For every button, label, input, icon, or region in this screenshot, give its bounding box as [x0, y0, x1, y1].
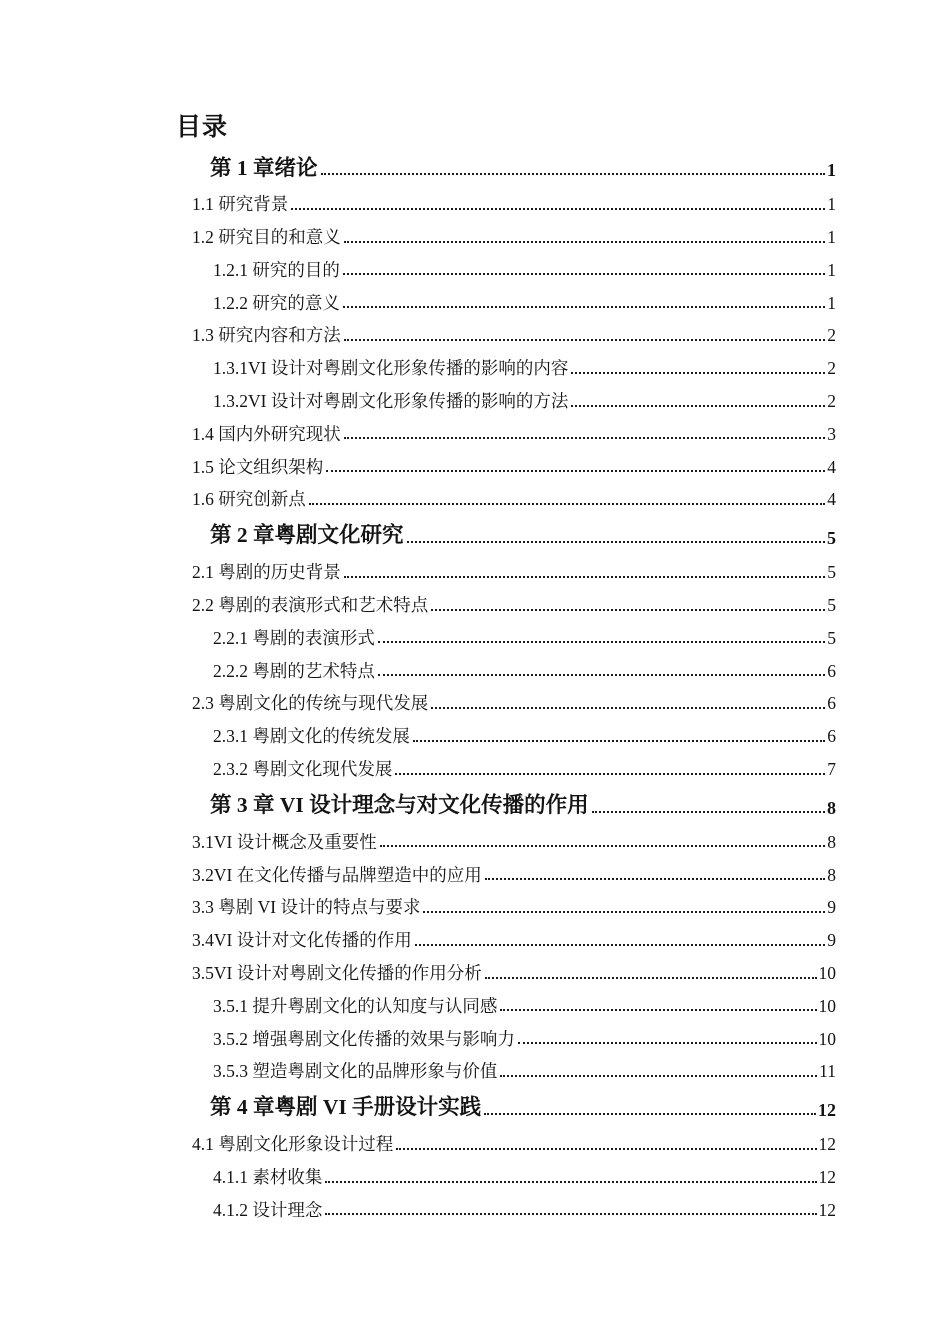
- toc-entry[interactable]: [176, 983, 836, 1016]
- toc-entry-page: 12: [818, 1199, 836, 1220]
- toc-leader-dots: [415, 944, 826, 946]
- toc-leader-dots: [344, 437, 826, 439]
- toc-entry-page: 2: [827, 325, 836, 346]
- toc-entry-label: 第 2 章粤剧文化研究: [210, 523, 404, 548]
- toc-entry[interactable]: [176, 1187, 836, 1220]
- toc-leader-dots: [343, 273, 825, 275]
- toc-entry-label: 3.5.1 提升粤剧文化的认知度与认同感: [213, 995, 498, 1016]
- toc-entry[interactable]: [176, 181, 836, 214]
- toc-entry-label: 1.2 研究目的和意义: [192, 227, 341, 248]
- toc-leader-dots: [571, 405, 825, 407]
- toc-entry-label: 1.1 研究背景: [192, 194, 289, 215]
- toc-entry[interactable]: [176, 582, 836, 615]
- toc-entry[interactable]: [176, 214, 836, 247]
- toc-leader-dots: [378, 641, 825, 643]
- toc-leader-dots: [500, 1075, 817, 1077]
- toc-entry-page: 12: [818, 1099, 836, 1120]
- toc-entry[interactable]: [176, 312, 836, 345]
- toc-entry-label: 2.2.1 粤剧的表演形式: [213, 627, 375, 648]
- toc-chapter-entry[interactable]: [176, 779, 836, 817]
- toc-entry-label: 2.2.2 粤剧的艺术特点: [213, 660, 375, 681]
- toc-entry-label: 3.3 粤剧 VI 设计的特点与要求: [192, 897, 421, 918]
- toc-entry[interactable]: [176, 851, 836, 884]
- toc-leader-dots: [326, 470, 825, 472]
- toc-entry[interactable]: [176, 950, 836, 983]
- toc-entry-page: 10: [818, 1028, 836, 1049]
- toc-entry-page: 10: [818, 963, 836, 984]
- toc-entry-page: 8: [827, 831, 836, 852]
- toc-entry-label: 1.6 研究创新点: [192, 489, 306, 510]
- toc-entry-page: 2: [827, 358, 836, 379]
- toc-entry-page: 5: [827, 562, 836, 583]
- toc-leader-dots: [344, 241, 826, 243]
- toc-entry-label: 1.3.1VI 设计对粤剧文化形象传播的影响的内容: [213, 358, 569, 379]
- toc-entry-page: 4: [827, 456, 836, 477]
- toc-entry-label: 1.2.1 研究的目的: [213, 259, 340, 280]
- toc-entry-page: 5: [827, 527, 836, 548]
- toc-leader-dots: [309, 503, 826, 505]
- toc-entry-page: 1: [827, 259, 836, 280]
- toc-entry[interactable]: [176, 680, 836, 713]
- toc-entry-label: 4.1.1 素材收集: [213, 1167, 323, 1188]
- toc-entry[interactable]: [176, 1121, 836, 1154]
- toc-entry[interactable]: [176, 411, 836, 444]
- toc-leader-dots: [431, 609, 825, 611]
- toc-leader-dots: [378, 674, 825, 676]
- toc-leader-dots: [592, 811, 825, 813]
- toc-entry[interactable]: [176, 378, 836, 411]
- toc-entry-page: 8: [827, 797, 836, 818]
- toc-entry-label: 3.4VI 设计对文化传播的作用: [192, 930, 412, 951]
- toc-entry-page: 1: [827, 227, 836, 248]
- toc-entry[interactable]: [176, 917, 836, 950]
- toc-leader-dots: [325, 1213, 816, 1215]
- toc-entry[interactable]: [176, 279, 836, 312]
- toc-leader-dots: [325, 1181, 816, 1183]
- toc-entry-label: 第 4 章粤剧 VI 手册设计实践: [210, 1095, 482, 1120]
- toc-leader-dots: [344, 576, 826, 578]
- toc-entry-label: 3.2VI 在文化传播与品牌塑造中的应用: [192, 864, 482, 885]
- toc-entry-page: 5: [827, 595, 836, 616]
- toc-entry-page: 1: [827, 292, 836, 313]
- toc-title: 目录: [176, 114, 229, 141]
- toc-entry-label: 2.3 粤剧文化的传统与现代发展: [192, 693, 429, 714]
- toc-entry[interactable]: [176, 647, 836, 680]
- toc-entry[interactable]: [176, 247, 836, 280]
- toc-entry-page: 7: [827, 759, 836, 780]
- toc-entry-page: 12: [818, 1134, 836, 1155]
- toc-leader-dots: [344, 339, 826, 341]
- toc-entry[interactable]: [176, 345, 836, 378]
- toc-entry-label: 1.3.2VI 设计对粤剧文化形象传播的影响的方法: [213, 391, 569, 412]
- toc-entry-page: 9: [827, 897, 836, 918]
- toc-entry-page: 1: [827, 160, 836, 180]
- toc-entry-page: 5: [827, 627, 836, 648]
- toc-entry-label: 2.2 粤剧的表演形式和艺术特点: [192, 595, 429, 616]
- toc-entry-page: 6: [827, 726, 836, 747]
- toc-entry-label: 1.3 研究内容和方法: [192, 325, 341, 346]
- toc-entry[interactable]: [176, 549, 836, 582]
- toc-list: [176, 141, 836, 1219]
- toc-leader-dots: [485, 878, 826, 880]
- toc-leader-dots: [485, 977, 817, 979]
- toc-entry-label: 4.1.2 设计理念: [213, 1199, 323, 1220]
- toc-leader-dots: [423, 911, 825, 913]
- toc-entry-label: 1.2.2 研究的意义: [213, 292, 340, 313]
- toc-entry[interactable]: [176, 746, 836, 779]
- toc-entry[interactable]: [176, 884, 836, 917]
- toc-entry-label: 4.1 粤剧文化形象设计过程: [192, 1134, 394, 1155]
- toc-entry-label: 第 3 章 VI 设计理念与对文化传播的作用: [210, 793, 589, 818]
- toc-entry-label: 2.3.2 粤剧文化现代发展: [213, 759, 393, 780]
- toc-entry-label: 1.4 国内外研究现状: [192, 423, 341, 444]
- toc-entry[interactable]: [176, 1015, 836, 1048]
- toc-entry-label: 3.5.2 增强粤剧文化传播的效果与影响力: [213, 1028, 515, 1049]
- toc-entry-label: 3.1VI 设计概念及重要性: [192, 831, 377, 852]
- toc-chapter-entry[interactable]: [176, 141, 836, 179]
- toc-chapter-entry[interactable]: [176, 1081, 836, 1119]
- toc-entry-page: 12: [818, 1167, 836, 1188]
- toc-entry-label: 2.1 粤剧的历史背景: [192, 562, 341, 583]
- toc-entry-page: 11: [819, 1061, 836, 1082]
- toc-leader-dots: [395, 773, 825, 775]
- toc-entry[interactable]: [176, 713, 836, 746]
- toc-entry-label: 3.5VI 设计对粤剧文化传播的作用分析: [192, 963, 482, 984]
- toc-entry[interactable]: [176, 443, 836, 476]
- toc-entry-page: 1: [827, 194, 836, 215]
- toc-entry-page: 2: [827, 391, 836, 412]
- toc-entry-label: 第 1 章绪论: [210, 155, 318, 180]
- toc-leader-dots: [396, 1148, 816, 1150]
- toc-entry-label: 2.3.1 粤剧文化的传统发展: [213, 726, 410, 747]
- toc-entry-page: 3: [827, 423, 836, 444]
- toc-entry-page: 4: [827, 489, 836, 510]
- toc-chapter-entry[interactable]: [176, 509, 836, 547]
- toc-entry[interactable]: [176, 1048, 836, 1081]
- toc-content: [176, 114, 836, 1219]
- toc-leader-dots: [484, 1113, 816, 1115]
- toc-entry-page: 8: [827, 864, 836, 885]
- toc-leader-dots: [571, 372, 825, 374]
- toc-leader-dots: [431, 707, 825, 709]
- toc-entry-page: 10: [818, 995, 836, 1016]
- toc-entry[interactable]: [176, 819, 836, 852]
- toc-leader-dots: [518, 1042, 817, 1044]
- toc-entry-page: 9: [827, 930, 836, 951]
- toc-leader-dots: [413, 740, 825, 742]
- toc-leader-dots: [380, 845, 826, 847]
- toc-leader-dots: [343, 306, 825, 308]
- toc-entry-page: 6: [827, 693, 836, 714]
- toc-leader-dots: [500, 1009, 816, 1011]
- toc-leader-dots: [321, 173, 825, 175]
- toc-entry-label: 3.5.3 塑造粤剧文化的品牌形象与价值: [213, 1061, 498, 1082]
- toc-leader-dots: [407, 541, 825, 543]
- toc-entry-label: 1.5 论文组织架构: [192, 456, 324, 477]
- toc-leader-dots: [291, 208, 825, 210]
- toc-entry[interactable]: [176, 1154, 836, 1187]
- toc-entry-page: 6: [827, 660, 836, 681]
- toc-entry[interactable]: [176, 476, 836, 509]
- toc-entry[interactable]: [176, 615, 836, 648]
